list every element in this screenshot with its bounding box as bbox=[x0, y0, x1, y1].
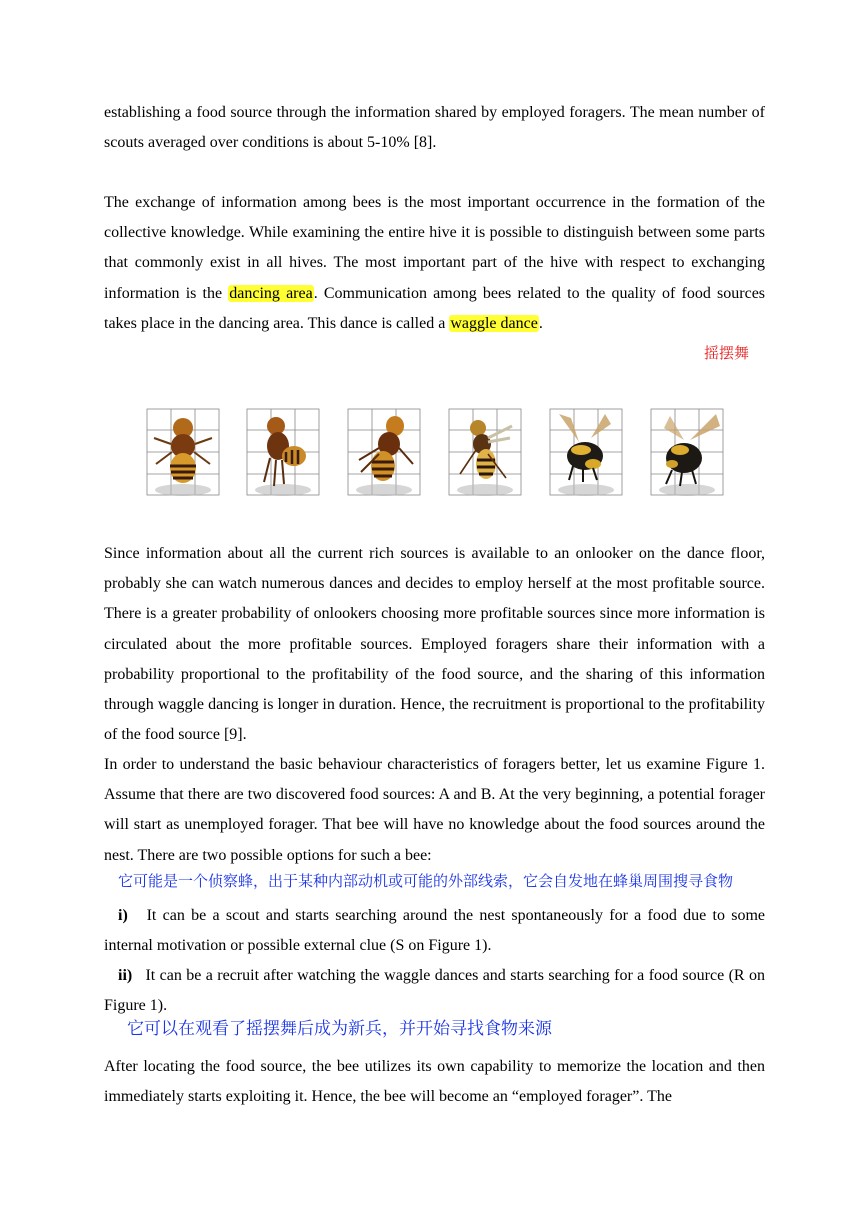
hornet-turning-icon bbox=[347, 408, 421, 500]
list-item-label: ii) bbox=[118, 967, 133, 984]
highlight-waggle-dance: waggle dance bbox=[450, 314, 538, 332]
paragraph-information-exchange bbox=[104, 188, 765, 339]
list-item-scout bbox=[104, 901, 765, 961]
bee-panel-1 bbox=[146, 408, 220, 500]
paragraph-employed-forager: After locating the food source, the bee utilizes its own capability to memorize the location and then immediately starts exploiting it. Hence, the bee will become an “employed forager”. The bbox=[104, 1058, 765, 1106]
bumblebee-flying-icon bbox=[549, 408, 623, 500]
bee-panel-6 bbox=[650, 408, 724, 500]
annotation-waggle-dance-translation: 摇摆舞 bbox=[704, 344, 750, 362]
paragraph-text: The exchange of information among bees is the most important occurrence in the formation of the collective knowledge. While examining the entire hive it is possible to distinguish between some parts that commonly exist in all hives. The most important part of the hive with respect to exchanging information is the bbox=[104, 194, 765, 302]
highlight-dancing-area: dancing area bbox=[229, 284, 313, 302]
paragraph-scouts: establishing a food source through the information shared by employed foragers. The mean number of scouts averaged over conditions is about 5-10% [8]. bbox=[104, 104, 765, 152]
bumblebee-wings-up-icon bbox=[650, 408, 724, 500]
paragraph-forager-behaviour: In order to understand the basic behaviour characteristics of foragers better, let us examine Figure 1. Assume that there are two discovered food sources: A and B. At the very beginning, a potential forager will start as unemployed forager. That bee will have no knowledge about the food sources around the nest. There are two possible options for such a bee: bbox=[104, 756, 765, 864]
annotation-scout-translation: 它可能是一个侦察蜂，出于某种内部动机或可能的外部线索，它会自发地在蜂巢周围搜寻食物 bbox=[118, 872, 734, 890]
annotation-recruit-translation: 它可以在观看了摇摆舞后成为新兵，并开始寻找食物来源 bbox=[127, 1019, 552, 1039]
hornet-front-icon bbox=[146, 408, 220, 500]
bee-panel-5 bbox=[549, 408, 623, 500]
wasp-icon bbox=[448, 408, 522, 500]
list-item-label: i) bbox=[118, 907, 128, 924]
paragraph-text: . Communication among bees related to the quality of food sources takes place in the dancing area. This dance is called a bbox=[104, 284, 766, 332]
bee-panel-2 bbox=[246, 408, 320, 500]
list-item-recruit bbox=[104, 961, 765, 1021]
list-item-text: It can be a recruit after watching the waggle dances and starts searching for a food source (R on Figure 1). bbox=[104, 967, 766, 1015]
bee-panel-3 bbox=[347, 408, 421, 500]
bee-image-strip bbox=[146, 408, 724, 504]
paragraph-onlooker: Since information about all the current rich sources is available to an onlooker on the dance floor, probably she can watch numerous dances and decides to employ herself at the most profitable source. There is a greater probability of onlookers choosing more profitable sources since more information is circulated about the more profitable sources. Employed foragers share their information with a probability proportional to the profitability of the food source, and the sharing of this information through waggle dancing is longer in duration. Hence, the recruitment is proportional to the profitability of the food source [9]. bbox=[104, 545, 765, 744]
hornet-side-icon bbox=[246, 408, 320, 500]
paragraph-text: . bbox=[538, 314, 543, 332]
list-item-text: It can be a scout and starts searching around the nest spontaneously for a food due to some internal motivation or possible external clue (S on Figure 1). bbox=[104, 907, 765, 955]
bee-panel-4 bbox=[448, 408, 522, 500]
